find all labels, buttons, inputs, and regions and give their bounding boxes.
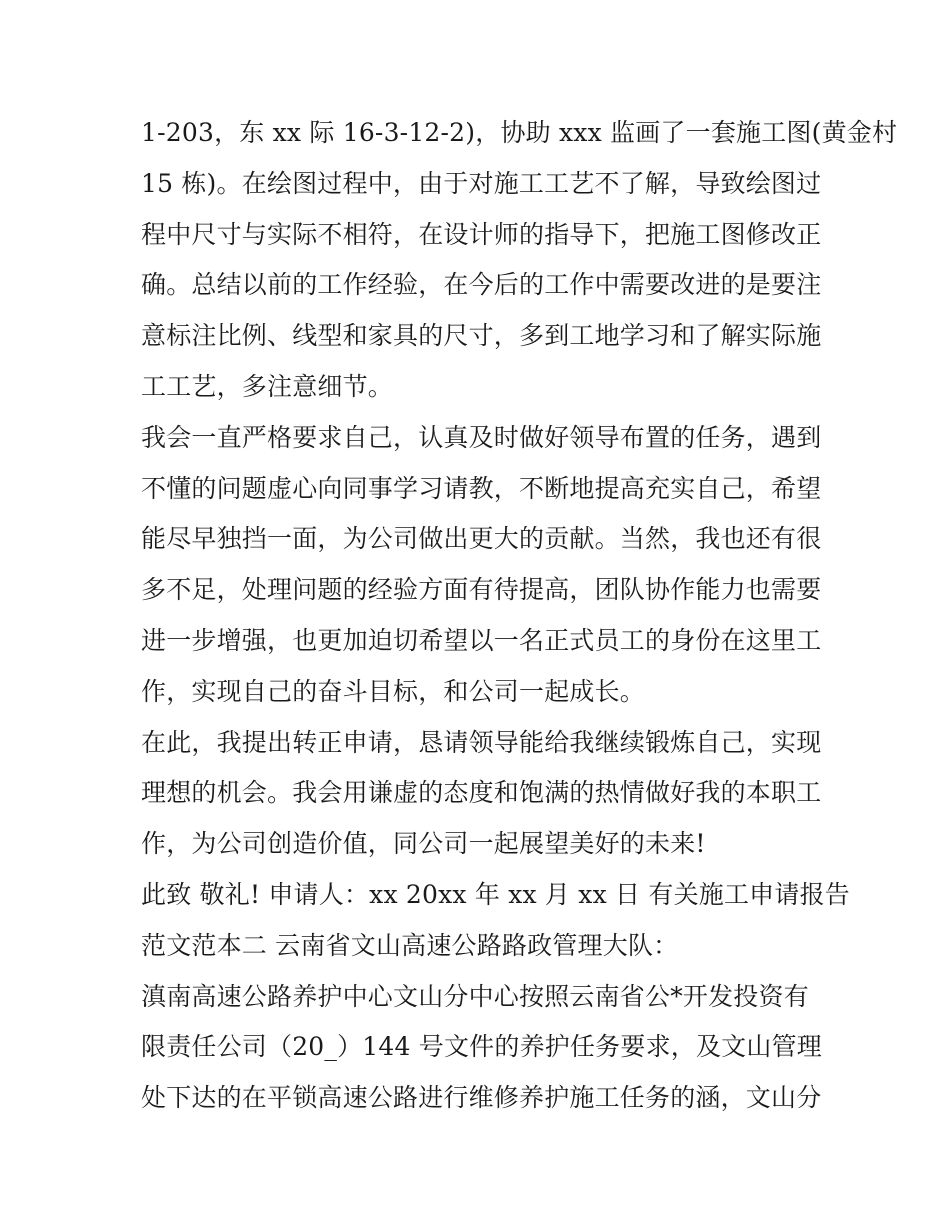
text-line: 理想的机会。我会用谦虚的态度和饱满的热情做好我的本职工	[141, 778, 822, 808]
text-line: 我会一直严格要求自己，认真及时做好领导布置的任务，遇到	[141, 422, 822, 452]
text-line: 意标注比例、线型和家具的尺寸，多到工地学习和了解实际施	[141, 321, 822, 351]
text-line: 范文范本二 云南省文山高速公路路政管理大队：	[141, 930, 679, 960]
text-line: 1-203，东 xx 际 16-3-12-2)，协助 xxx 监画了一套施工图(黄金村	[141, 118, 898, 147]
text-line: 程中尺寸与实际不相符，在设计师的指导下，把施工图修改正	[141, 219, 822, 249]
text-line: 多不足，处理问题的经验方面有待提高，团队协作能力也需要	[141, 575, 822, 605]
text-line: 处下达的在平锁高速公路进行维修养护施工任务的涵，文山分	[141, 1083, 822, 1113]
text-line: 15 栋)。在绘图过程中，由于对施工工艺不了解，导致绘图过	[141, 168, 822, 198]
text-line: 滇南高速公路养护中心文山分中心按照云南省公*开发投资有	[141, 981, 809, 1011]
text-line: 能尽早独挡一面，为公司做出更大的贡献。当然，我也还有很	[141, 524, 822, 554]
document-body	[141, 108, 898, 1124]
text-line: 在此，我提出转正申请，恳请领导能给我继续锻炼自己，实现	[141, 727, 822, 757]
text-line: 作，为公司创造价值，同公司一起展望美好的未来!	[141, 829, 706, 859]
text-line: 不懂的问题虚心向同事学习请教，不断地提高充实自己，希望	[141, 473, 822, 503]
text-line: 作，实现自己的奋斗目标，和公司一起成长。	[141, 676, 646, 706]
text-line: 工工艺，多注意细节。	[141, 371, 394, 401]
text-line: 进一步增强，也更加迫切希望以一名正式员工的身份在这里工	[141, 625, 822, 655]
text-line: 此致 敬礼! 申请人：xx 20xx 年 xx 月 xx 日 有关施工申请报告	[141, 879, 850, 909]
text-line: 限责任公司（20_）144 号文件的养护任务要求，及文山管理	[141, 1032, 822, 1062]
text-line: 确。总结以前的工作经验，在今后的工作中需要改进的是要注	[141, 270, 822, 300]
